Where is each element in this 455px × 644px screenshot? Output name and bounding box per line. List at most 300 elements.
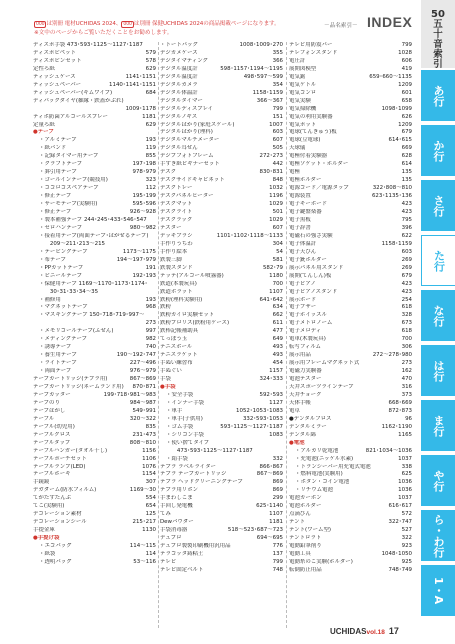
- index-entry: [33, 320, 156, 328]
- entry-pages: 694～695: [256, 535, 283, 542]
- entry-name: 電磁石の強さ実験: [289, 232, 333, 239]
- entry-pages: 654: [145, 503, 156, 510]
- entry-pages: 454: [272, 360, 283, 367]
- entry-name: テント(ワーム型): [289, 527, 332, 534]
- entry-name: ・アルミテープ: [39, 137, 77, 144]
- entry-name: 電子黒板: [289, 216, 311, 223]
- entry-pages: 419: [401, 65, 412, 72]
- index-entry: [160, 241, 283, 249]
- index-entry: [33, 543, 156, 551]
- entry-pages: 518～523･687～723: [227, 527, 283, 534]
- entry-pages: 1028: [398, 49, 412, 56]
- index-entry: [289, 511, 412, 519]
- index-entry: [289, 114, 412, 122]
- entry-pages: 867～869: [256, 471, 283, 478]
- entry-name: デンタルミラー: [289, 423, 327, 430]
- index-entry: [160, 360, 283, 368]
- entry-pages: 611: [272, 320, 283, 327]
- entry-name: 電池ホルダー: [289, 503, 322, 510]
- entry-name: ・紙袋: [39, 551, 56, 557]
- index-entry: [33, 233, 156, 241]
- index-entry: [33, 464, 156, 472]
- entry-name: テーブルポーチセット: [33, 455, 87, 462]
- entry-name: 手作りうちわ: [160, 240, 193, 247]
- index-entry: [160, 408, 283, 416]
- index-entry: [33, 479, 156, 487]
- index-entry: [289, 233, 412, 241]
- index-entry: [160, 328, 283, 336]
- entry-name: 電気鋸: [289, 73, 306, 80]
- entry-name: 展示用品: [289, 352, 311, 359]
- entry-name: ・燃料電池(実験用): [295, 471, 343, 478]
- catalog-note-2: ※文中のページからご覧いただくことをお勧めします。: [34, 30, 173, 36]
- index-entry: [33, 495, 156, 503]
- entry-name: デジタルはかり(家庭スケール): [160, 121, 235, 128]
- entry-name: ・軍手(子供用): [166, 415, 203, 422]
- entry-name: テープのり: [33, 399, 60, 406]
- entry-name: ・メモリコールテープ(ふせん): [39, 328, 114, 335]
- index-entry: [33, 201, 156, 209]
- index-entry: [289, 82, 412, 90]
- index-entry: [289, 503, 412, 511]
- entry-name: 手ぬぐい: [160, 368, 182, 375]
- entry-pages: 982: [145, 336, 156, 343]
- entry-pages: 625･1140: [256, 503, 283, 510]
- index-entry: [289, 281, 412, 289]
- entry-pages: 795: [401, 216, 412, 223]
- entry-pages: 869: [272, 479, 283, 486]
- page-footer: [330, 626, 399, 636]
- entry-pages: 923: [401, 543, 412, 550]
- entry-pages: 1181: [269, 519, 283, 526]
- tab-kana-3[interactable]: た行: [421, 235, 455, 286]
- entry-name: テスター: [160, 224, 182, 231]
- index-entry: [33, 177, 156, 185]
- index-entry: [160, 543, 283, 551]
- entry-name: 電圧計: [289, 57, 306, 64]
- entry-pages: 1076: [142, 463, 156, 470]
- index-entry: [33, 424, 156, 432]
- entry-pages: [154, 535, 156, 543]
- tab-kana-9[interactable]: 1・A: [421, 565, 455, 618]
- entry-pages: 272～278･980: [372, 352, 412, 359]
- entry-name: ディスポピペット: [33, 49, 76, 56]
- index-entry: [289, 424, 412, 432]
- index-entry: [33, 432, 156, 440]
- entry-pages: 866･867: [259, 463, 283, 470]
- entry-pages: 355: [272, 49, 283, 56]
- entry-name: デュプロ: [160, 535, 182, 542]
- index-entry: [33, 241, 156, 249]
- entry-name: テント: [289, 519, 306, 526]
- entry-name: ・ライトテープ: [39, 360, 77, 367]
- entry-name: テープはがし: [33, 407, 66, 414]
- entry-pages: 316: [401, 383, 412, 390]
- footer-brand: UCHIDAS: [330, 627, 367, 636]
- entry-pages: 622: [401, 232, 412, 239]
- index-entry: [160, 368, 283, 376]
- entry-pages: 332: [272, 455, 283, 462]
- index-entry: [33, 471, 156, 479]
- entry-name: 電極ソケット・ホルダー: [289, 161, 349, 168]
- entry-name: 鉄道ボラット: [160, 288, 193, 295]
- index-entry: [160, 456, 283, 464]
- entry-name: ・記録タイマー用テープ: [39, 153, 99, 160]
- entry-pages: [154, 233, 156, 241]
- index-entry: [33, 344, 156, 352]
- entry-name: ・マグネットテープ: [39, 304, 88, 311]
- entry-name: デスクマット: [160, 201, 193, 208]
- entry-name: 電極ホルダー: [289, 177, 322, 184]
- entry-pages: 870･871: [132, 383, 156, 390]
- entry-pages: [154, 289, 156, 297]
- entry-name: ・両面テープ: [39, 368, 72, 375]
- index-entry: [160, 281, 283, 289]
- index-entry: [160, 527, 283, 535]
- entry-name: 展示パネル用スタンド: [289, 264, 344, 271]
- tab-kana-2[interactable]: さ行: [421, 180, 455, 233]
- index-entry: [289, 225, 412, 233]
- index-entry: [160, 50, 283, 58]
- index-entry: [160, 448, 283, 456]
- entry-name: [39, 320, 50, 328]
- entry-name: テーブルタップ: [33, 439, 71, 446]
- entry-pages: 135: [401, 169, 412, 176]
- entry-pages: 273: [401, 360, 412, 367]
- entry-pages: 1209: [398, 81, 412, 88]
- entry-pages: 1156: [142, 447, 156, 454]
- entry-name: 天井スポーツラインテープ: [289, 383, 354, 390]
- index-entry: [160, 145, 283, 153]
- index-entry: [289, 479, 412, 487]
- entry-name: ・修正テープ: [39, 209, 72, 216]
- index-entry: [160, 551, 283, 559]
- index-entry: [33, 225, 156, 233]
- entry-name: 電子キーボード: [289, 201, 328, 208]
- index-entry: [160, 289, 283, 297]
- index-entry: [33, 352, 156, 360]
- index-entry: [33, 312, 156, 320]
- entry-name: 電極: [289, 169, 300, 176]
- index-entry: [160, 225, 283, 233]
- entry-name: テーブルホーキ: [33, 471, 71, 478]
- index-entry: [289, 257, 412, 265]
- index-entry: [160, 217, 283, 225]
- entry-name: 手袋消毒器: [160, 527, 188, 534]
- index-entry: [33, 209, 156, 217]
- entry-name: テラコッタ鋳粘土: [160, 551, 204, 557]
- entry-name: テントロラト: [289, 535, 322, 542]
- tab-kana-8[interactable]: ら・わ行: [421, 510, 455, 563]
- tab-kana-1[interactable]: か行: [421, 125, 455, 178]
- entry-name: デコレーション素材: [33, 511, 82, 518]
- index-entry: [33, 360, 156, 368]
- entry-name: ●電池: [289, 439, 305, 446]
- entry-name: ●デンタルフロス: [289, 415, 332, 422]
- entry-pages: 1209: [398, 121, 412, 128]
- entry-pages: 151: [272, 113, 283, 120]
- entry-pages: 978･979: [132, 169, 156, 176]
- index-entry: [289, 320, 412, 328]
- index-entry: [289, 400, 412, 408]
- entry-name: デジタルタイマー: [160, 97, 203, 104]
- entry-pages: 748: [272, 566, 283, 573]
- entry-pages: 581: [272, 256, 283, 263]
- entry-name: 電池テスター: [289, 376, 322, 383]
- entry-name: ・ココロコスペアテープ: [39, 185, 99, 192]
- entry-name: ・充電池(ニッケル水素): [295, 455, 354, 462]
- entry-name: デジタル体温計: [160, 89, 198, 96]
- entry-name: 手袋: [160, 376, 171, 383]
- index-column-1: [33, 42, 156, 625]
- index-entry: [160, 233, 283, 241]
- index-entry: [160, 479, 283, 487]
- entry-name: ・インナー手袋: [166, 399, 205, 406]
- entry-pages: 190～192･747: [116, 352, 156, 359]
- index-entry: [33, 217, 156, 225]
- index-entry: [160, 58, 283, 66]
- index-entry: [33, 408, 156, 416]
- entry-pages: 606: [401, 57, 412, 64]
- sidebar-header-number: 50: [431, 9, 445, 20]
- entry-pages: 53～116: [133, 558, 156, 565]
- entry-pages: [154, 98, 156, 106]
- entry-pages: 572: [401, 511, 412, 518]
- entry-pages: 1130: [142, 527, 156, 534]
- entry-pages: 354: [272, 81, 283, 88]
- index-entry: [160, 511, 283, 519]
- entry-pages: 658: [401, 97, 412, 104]
- entry-pages: 625: [401, 471, 412, 478]
- entry-name: 電子天びん: [289, 248, 317, 255]
- entry-name: ●手提げ袋: [33, 535, 60, 542]
- entry-pages: 54: [276, 248, 283, 255]
- entry-name: テニスボール: [160, 344, 193, 351]
- index-entry: [160, 209, 283, 217]
- entry-name: 転倒防止用品: [289, 566, 322, 573]
- index-entry: [33, 185, 156, 193]
- entry-name: 電気の利用実験器: [289, 113, 333, 120]
- entry-name: デジカメケース: [160, 49, 198, 56]
- entry-name: デスクサイドキャビネット: [160, 177, 225, 184]
- entry-name: 電動糸のこ実験(ホルダー): [289, 558, 353, 565]
- entry-name: 天体手帳: [289, 399, 311, 406]
- entry-name: 鉄製スタンド: [160, 264, 193, 271]
- tab-kana-0[interactable]: あ行: [421, 70, 455, 123]
- entry-pages: 137: [272, 551, 283, 557]
- entry-pages: 614: [401, 161, 412, 168]
- entry-name: 電子ピアノ: [289, 280, 316, 287]
- entry-pages: 984～987: [129, 399, 156, 406]
- entry-pages: 1009･1178: [125, 105, 156, 112]
- entry-name: デジタルディスプレイ: [160, 105, 214, 112]
- entry-name: ・保健用テープ 1169～1170･1173･1174･: [39, 280, 148, 287]
- entry-pages: 578: [145, 57, 156, 64]
- index-entry: [160, 273, 283, 281]
- entry-name: 電子ブザー: [289, 304, 317, 311]
- entry-name: ・トランシーバー用充電式電池: [295, 463, 371, 470]
- index-entry: [289, 153, 412, 161]
- entry-pages: 1083: [269, 431, 283, 438]
- entry-pages: 323: [145, 177, 156, 184]
- entry-pages: 659･660～1135: [369, 73, 412, 80]
- entry-name: 電子体温計: [289, 240, 317, 247]
- entry-pages: 1036: [398, 487, 412, 494]
- entry-pages: [281, 440, 283, 448]
- entry-name: Dewバウダー: [160, 519, 194, 526]
- index-entry: [33, 281, 156, 289]
- entry-pages: 322: [401, 535, 412, 542]
- index-entry: [289, 265, 412, 273]
- index-entry: [33, 400, 156, 408]
- entry-pages: 1037: [398, 455, 412, 462]
- entry-name: テレフォンスタンド: [289, 49, 338, 56]
- entry-name: ・透明バッグ: [39, 558, 72, 565]
- entry-pages: 662: [272, 312, 283, 319]
- index-entry: [289, 551, 412, 559]
- entry-pages: 254: [401, 296, 412, 303]
- entry-pages: 1158･1159: [252, 89, 283, 96]
- entry-pages: 493: [272, 352, 283, 359]
- index-entry: [289, 177, 412, 185]
- entry-name: デジタルカメラ: [160, 81, 198, 88]
- page-header: [0, 0, 416, 40]
- entry-name: テプラ ラベルライター: [160, 463, 216, 470]
- index-entry: [160, 297, 283, 305]
- entry-pages: 135: [401, 177, 412, 184]
- index-entry: [33, 456, 156, 464]
- entry-name: ・ゴールインテープ(競技用): [39, 177, 108, 184]
- entry-pages: 1106: [142, 455, 156, 462]
- entry-name: 209～211･213～215: [39, 240, 105, 247]
- entry-pages: 618: [401, 304, 412, 311]
- entry-pages: 684: [145, 89, 156, 96]
- entry-pages: 799: [272, 105, 283, 112]
- index-entry: [160, 201, 283, 209]
- index-entry: [160, 106, 283, 114]
- entry-name: デコレーションシール: [33, 519, 87, 526]
- index-title: INDEX: [367, 14, 413, 30]
- entry-name: ・サーモテープ(実験用): [39, 201, 98, 208]
- entry-pages: 1098･1099: [381, 105, 412, 112]
- entry-name: 定性ろ紙: [33, 65, 55, 72]
- index-entry: [289, 217, 412, 225]
- entry-name: ・絹手袋: [166, 455, 188, 462]
- entry-pages: 307: [145, 479, 156, 486]
- entry-pages: 199･718･981～983: [103, 391, 156, 398]
- index-entry: [33, 249, 156, 257]
- entry-name: テプラ用リボン: [160, 487, 199, 494]
- entry-pages: 114: [145, 551, 156, 557]
- index-entry: [160, 440, 283, 448]
- index-entry: [33, 527, 156, 535]
- index-entry: [160, 177, 283, 185]
- index-entry: [289, 42, 412, 50]
- index-entry: [289, 201, 412, 209]
- entry-name: 電子銃ホルダー: [289, 256, 327, 263]
- entry-name: てこ(実験用): [33, 503, 65, 510]
- entry-name: 手ぬい練習布: [160, 360, 193, 367]
- index-entry: [160, 66, 283, 74]
- index-entry: [289, 376, 412, 384]
- index-entry: [289, 344, 412, 352]
- entry-pages: 338: [401, 463, 412, 470]
- entry-name: ティッシュペーパー: [33, 81, 82, 88]
- tab-kana-7[interactable]: や行: [421, 455, 455, 508]
- index-entry: [160, 42, 283, 50]
- entry-pages: 1180: [269, 272, 283, 279]
- entry-name: ・PPカットテープ: [39, 264, 84, 271]
- entry-name: テーブルランプ(LED): [33, 463, 86, 470]
- entry-pages: 396: [401, 224, 412, 231]
- entry-pages: 598･1157･1194～1195: [220, 65, 283, 72]
- index-section-heading: [289, 440, 412, 448]
- index-entry: [289, 408, 412, 416]
- index-entry: [33, 50, 156, 58]
- entry-pages: 119: [145, 145, 156, 152]
- entry-name: 天井チョーク: [289, 391, 322, 398]
- entry-pages: 848: [272, 177, 283, 184]
- index-entry: [289, 456, 412, 464]
- entry-name: ・クラフトテープ: [39, 161, 83, 168]
- entry-pages: 322･747: [388, 519, 412, 526]
- entry-pages: 668･669: [388, 399, 412, 406]
- index-entry: [33, 153, 156, 161]
- tab-kana-4[interactable]: な行: [421, 290, 455, 343]
- entry-pages: 366: [272, 57, 283, 64]
- entry-pages: 1029: [269, 201, 283, 208]
- index-entry: [289, 169, 412, 177]
- entry-pages: 799: [272, 558, 283, 565]
- index-entry: [160, 392, 283, 400]
- index-entry: [160, 344, 283, 352]
- index-entry: [289, 416, 412, 424]
- entry-name: 電気コンロ: [289, 89, 317, 96]
- entry-name: 30･31･33･34～35: [39, 288, 99, 295]
- entry-pages: [154, 241, 156, 249]
- entry-pages: [281, 448, 283, 456]
- index-entry: [160, 503, 283, 511]
- tab-kana-6[interactable]: ま行: [421, 400, 455, 453]
- entry-name: テプラ テープカートリッジ: [160, 471, 227, 478]
- index-entry: [160, 495, 283, 503]
- entry-name: テーブル(幼児用): [33, 423, 75, 430]
- tab-kana-5[interactable]: は行: [421, 345, 455, 398]
- entry-pages: 616･617: [388, 503, 412, 510]
- index-entry: [160, 114, 283, 122]
- entry-name: デスクトレー: [160, 185, 193, 192]
- entry-name: デジプフォトフレーム: [160, 153, 214, 160]
- entry-pages: 191: [145, 264, 156, 271]
- entry-pages: 1036: [398, 479, 412, 486]
- index-entry: [33, 98, 156, 106]
- entry-pages: 1140･1141･1151: [109, 81, 156, 88]
- index-entry: [289, 519, 412, 527]
- index-entry: [160, 559, 283, 567]
- entry-name: 電源装置: [289, 193, 311, 200]
- entry-name: てっぽう玉: [160, 336, 188, 343]
- entry-name: テーブルハンガー(タオル干し): [33, 447, 108, 454]
- index-entry: [289, 312, 412, 320]
- entry-name: 電池カーボン: [289, 495, 322, 502]
- entry-name: 展開(てんしん)板: [289, 272, 332, 279]
- index-entry: [289, 193, 412, 201]
- entry-name: デンタル綿: [289, 431, 316, 438]
- index-entry: [160, 376, 283, 384]
- index-entry: [33, 289, 156, 297]
- sidebar-header-char: 音: [433, 39, 443, 50]
- entry-pages: 1037: [398, 495, 412, 502]
